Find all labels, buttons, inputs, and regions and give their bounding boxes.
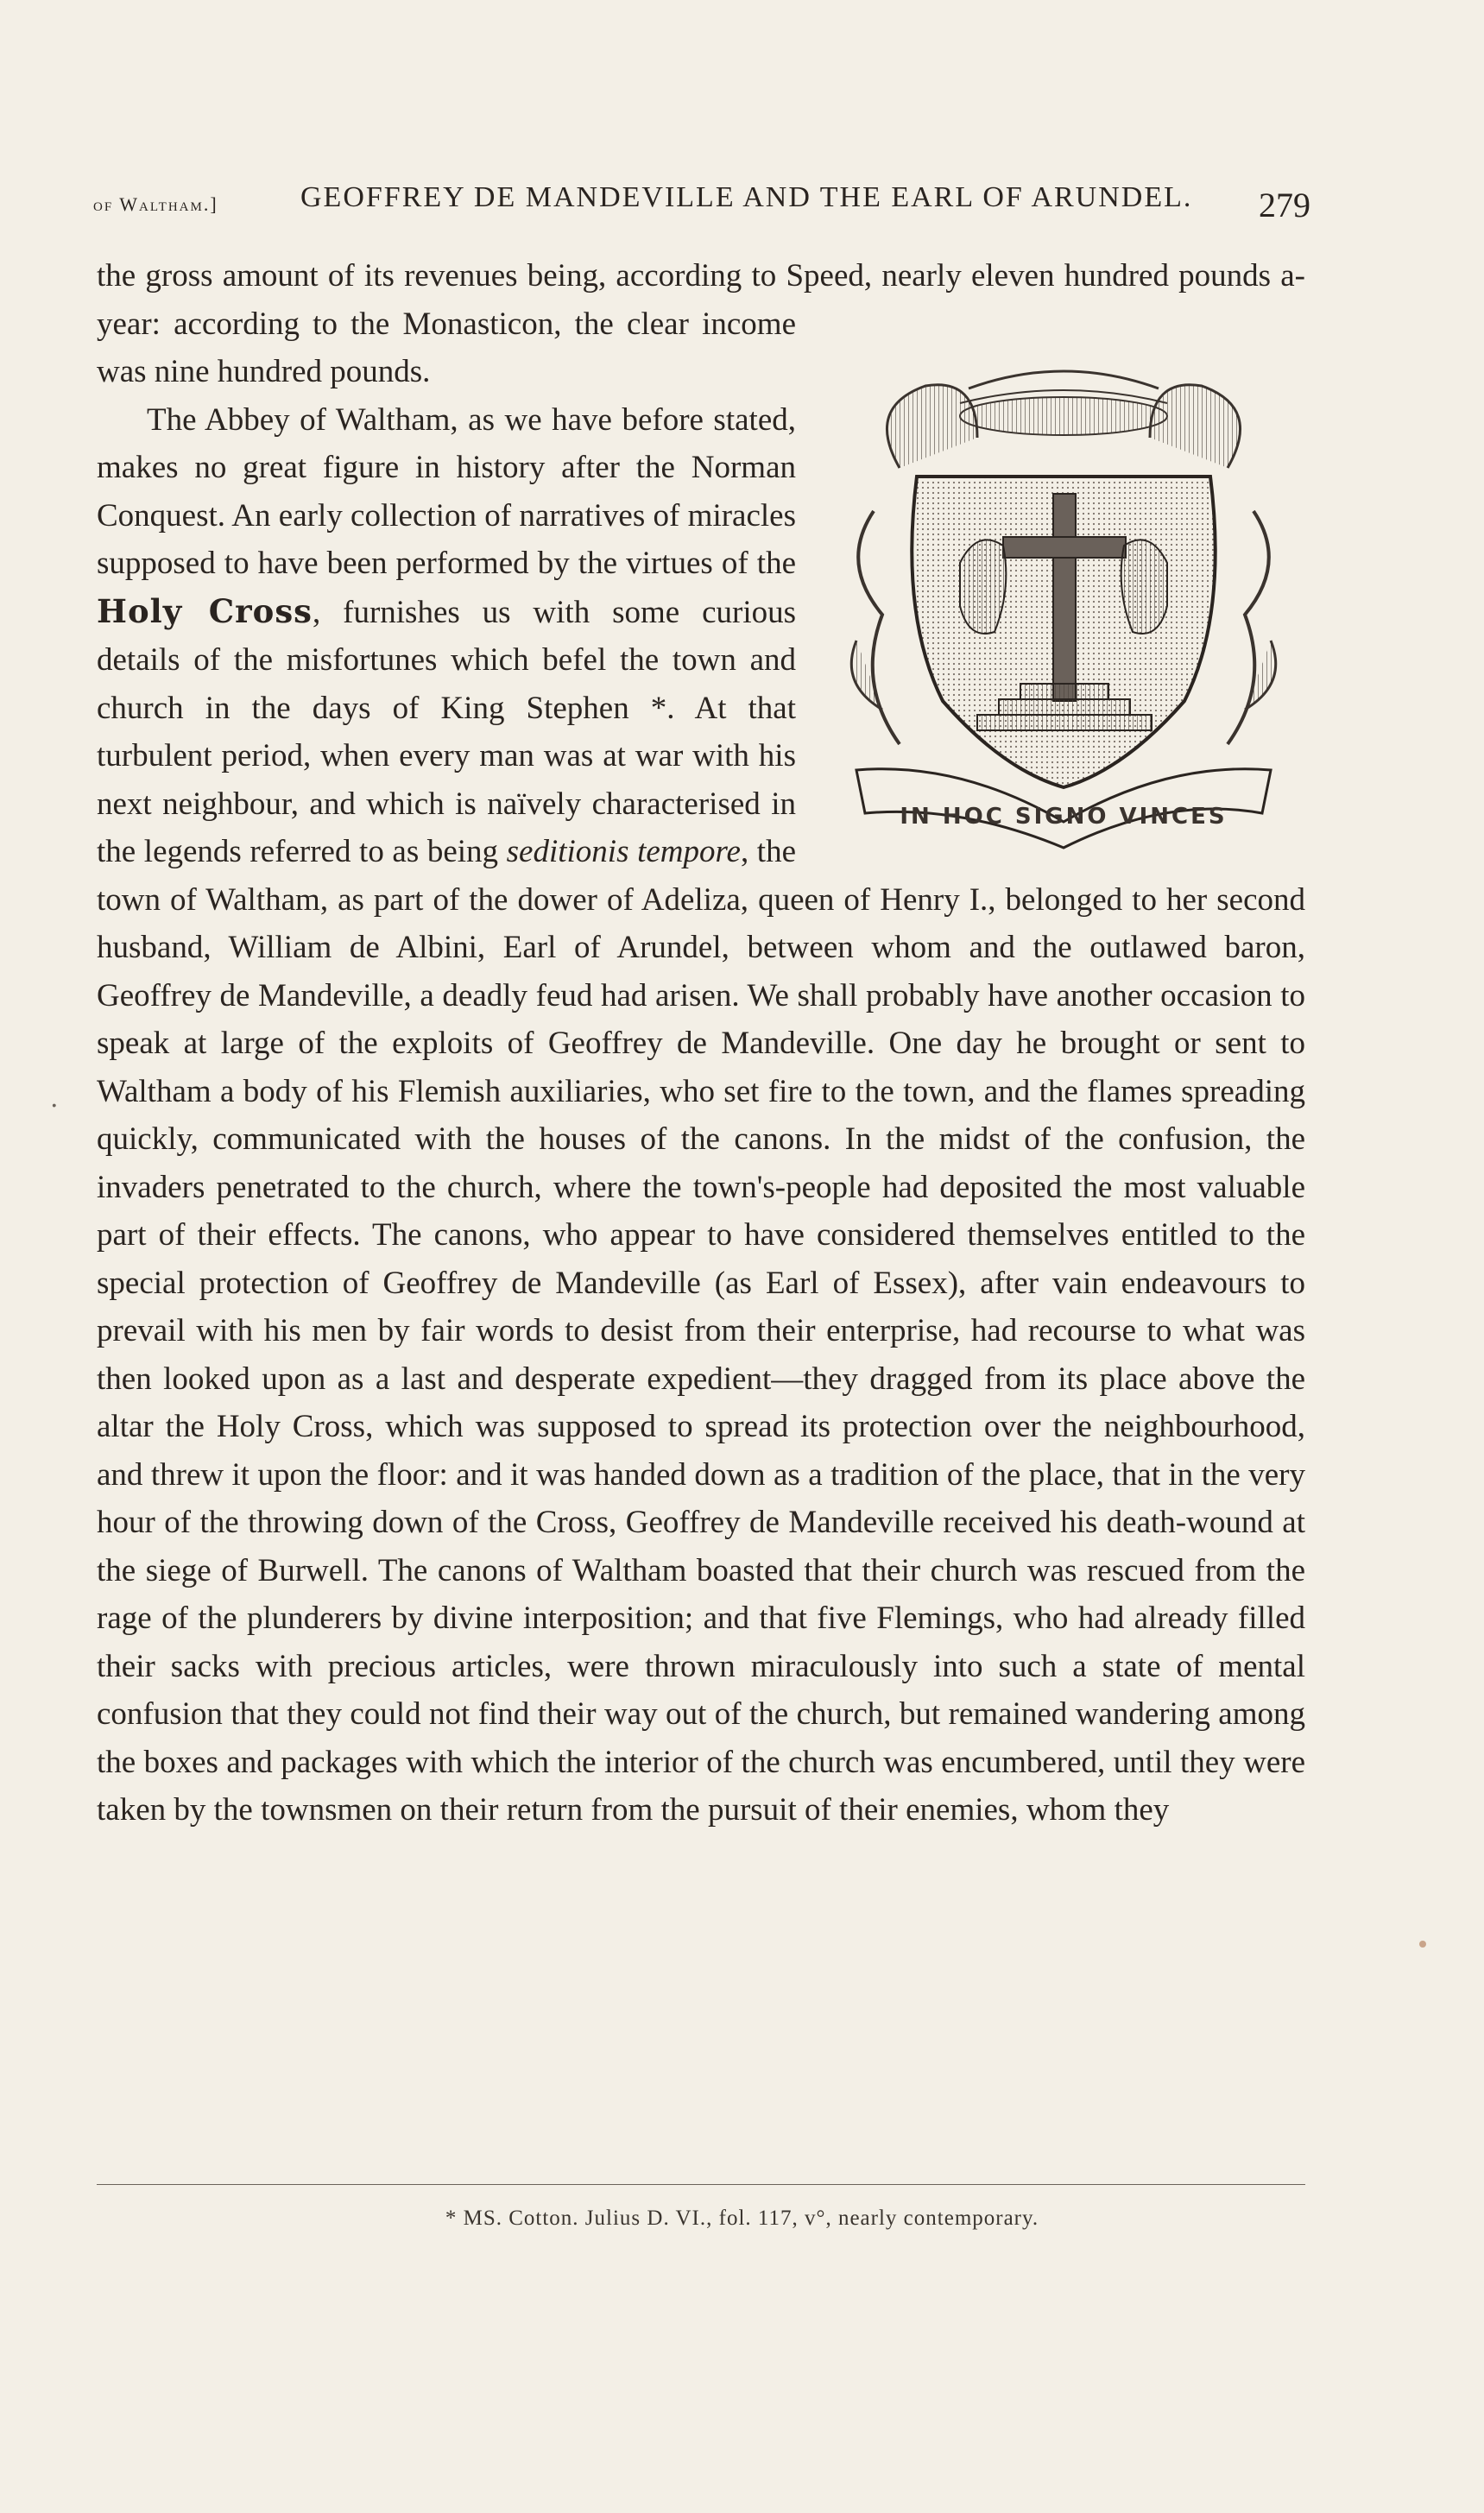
paragraph-2-part-a: The Abbey of Waltham, as we have before stated, makes no great figure in history after the Norman Conquest. An early collection of narratives of miracles supposed to have been performed by the virtues of the (97, 401, 796, 581)
running-head (93, 181, 1310, 233)
paragraph-2-part-c: , the town of Waltham, as part of the dower of Adeliza, queen of Henry I., belonged to her second husband, William de Albini, Earl of Arundel, between whom and the outlawed baron, Geoffrey de Mandeville, a deadly feud had arisen. We shall probably have another occasion to speak at large of the exploits of Geoffrey de Mandeville. One day he brought or sent to Waltham a body of his Flemish auxiliaries, who set fire to the town, and the flames spreading quickly, communicated with the houses of the canons. In the midst of the confusion, the invaders penetrated to the church, where the town's-people had deposited the most valuable part of their effects. The canons, who appear to have considered themselves entitled to the special protection of Geoffrey de Mandeville (as Earl of Essex), after vain endeavours to prevail with his men by fair words to desist from their enterprise, had recourse to what was then looked upon as a last and desperate expedient—they dragged from its place above the altar the Holy Cross, which was supposed to spread its protection over the neighbourhood, and threw it upon the floor: and it was handed down as a tradition of the place, that in the very hour of the throwing down of the Cross, Geoffrey de Mandeville received his death-wound at the siege of Burwell. The canons of Waltham boasted that their church was rescued from the rage of the plunderers by divine interposition; and that five Flemings, who had already filled their sacks with precious articles, were thrown miraculously into such a state of mental confusion that they could not find their way out of the church, but remained wandering among the boxes and packages with which the interior of the church was encumbered, until they were taken by the townsmen on their return from the pursuit of their enemies, whom they (97, 834, 1305, 1828)
body-text (97, 252, 1305, 1834)
page-number: 279 (1259, 186, 1310, 224)
figure-motto: IN HOC SIGNO VINCES (900, 804, 1228, 830)
margin-mark: . (50, 1083, 59, 1114)
seditionis-tempore-italic: seditionis tempore (506, 834, 741, 869)
paragraph-2-part-b: , furnishes us with some curious details of the misfortunes which befel the town and church in the days of King Stephen *. At that turbulent period, when every man was at war with his next neighbour, and which is naïvely characterised in the legends referred to as being (97, 594, 796, 869)
holy-cross-blackletter: Holy Cross (97, 591, 313, 630)
ink-spot (1419, 1941, 1426, 1948)
cross-emblem-icon (822, 252, 1305, 867)
footnote: * MS. Cotton. Julius D. VI., fol. 117, v°, nearly contemporary. (445, 2207, 1039, 2230)
running-head-section: of Waltham.] (93, 193, 218, 215)
paragraph-1: the gross amount of its revenues being, according to Speed, nearly eleven hundred pounds a-year: according to the Monasticon, the clear income was nine hundred pounds. (97, 258, 1305, 389)
heraldic-cross-illustration (822, 252, 1305, 867)
running-head-title: GEOFFREY DE MANDEVILLE AND THE EARL OF ARUNDEL. (300, 181, 1193, 213)
footnote-rule (97, 2184, 1305, 2185)
